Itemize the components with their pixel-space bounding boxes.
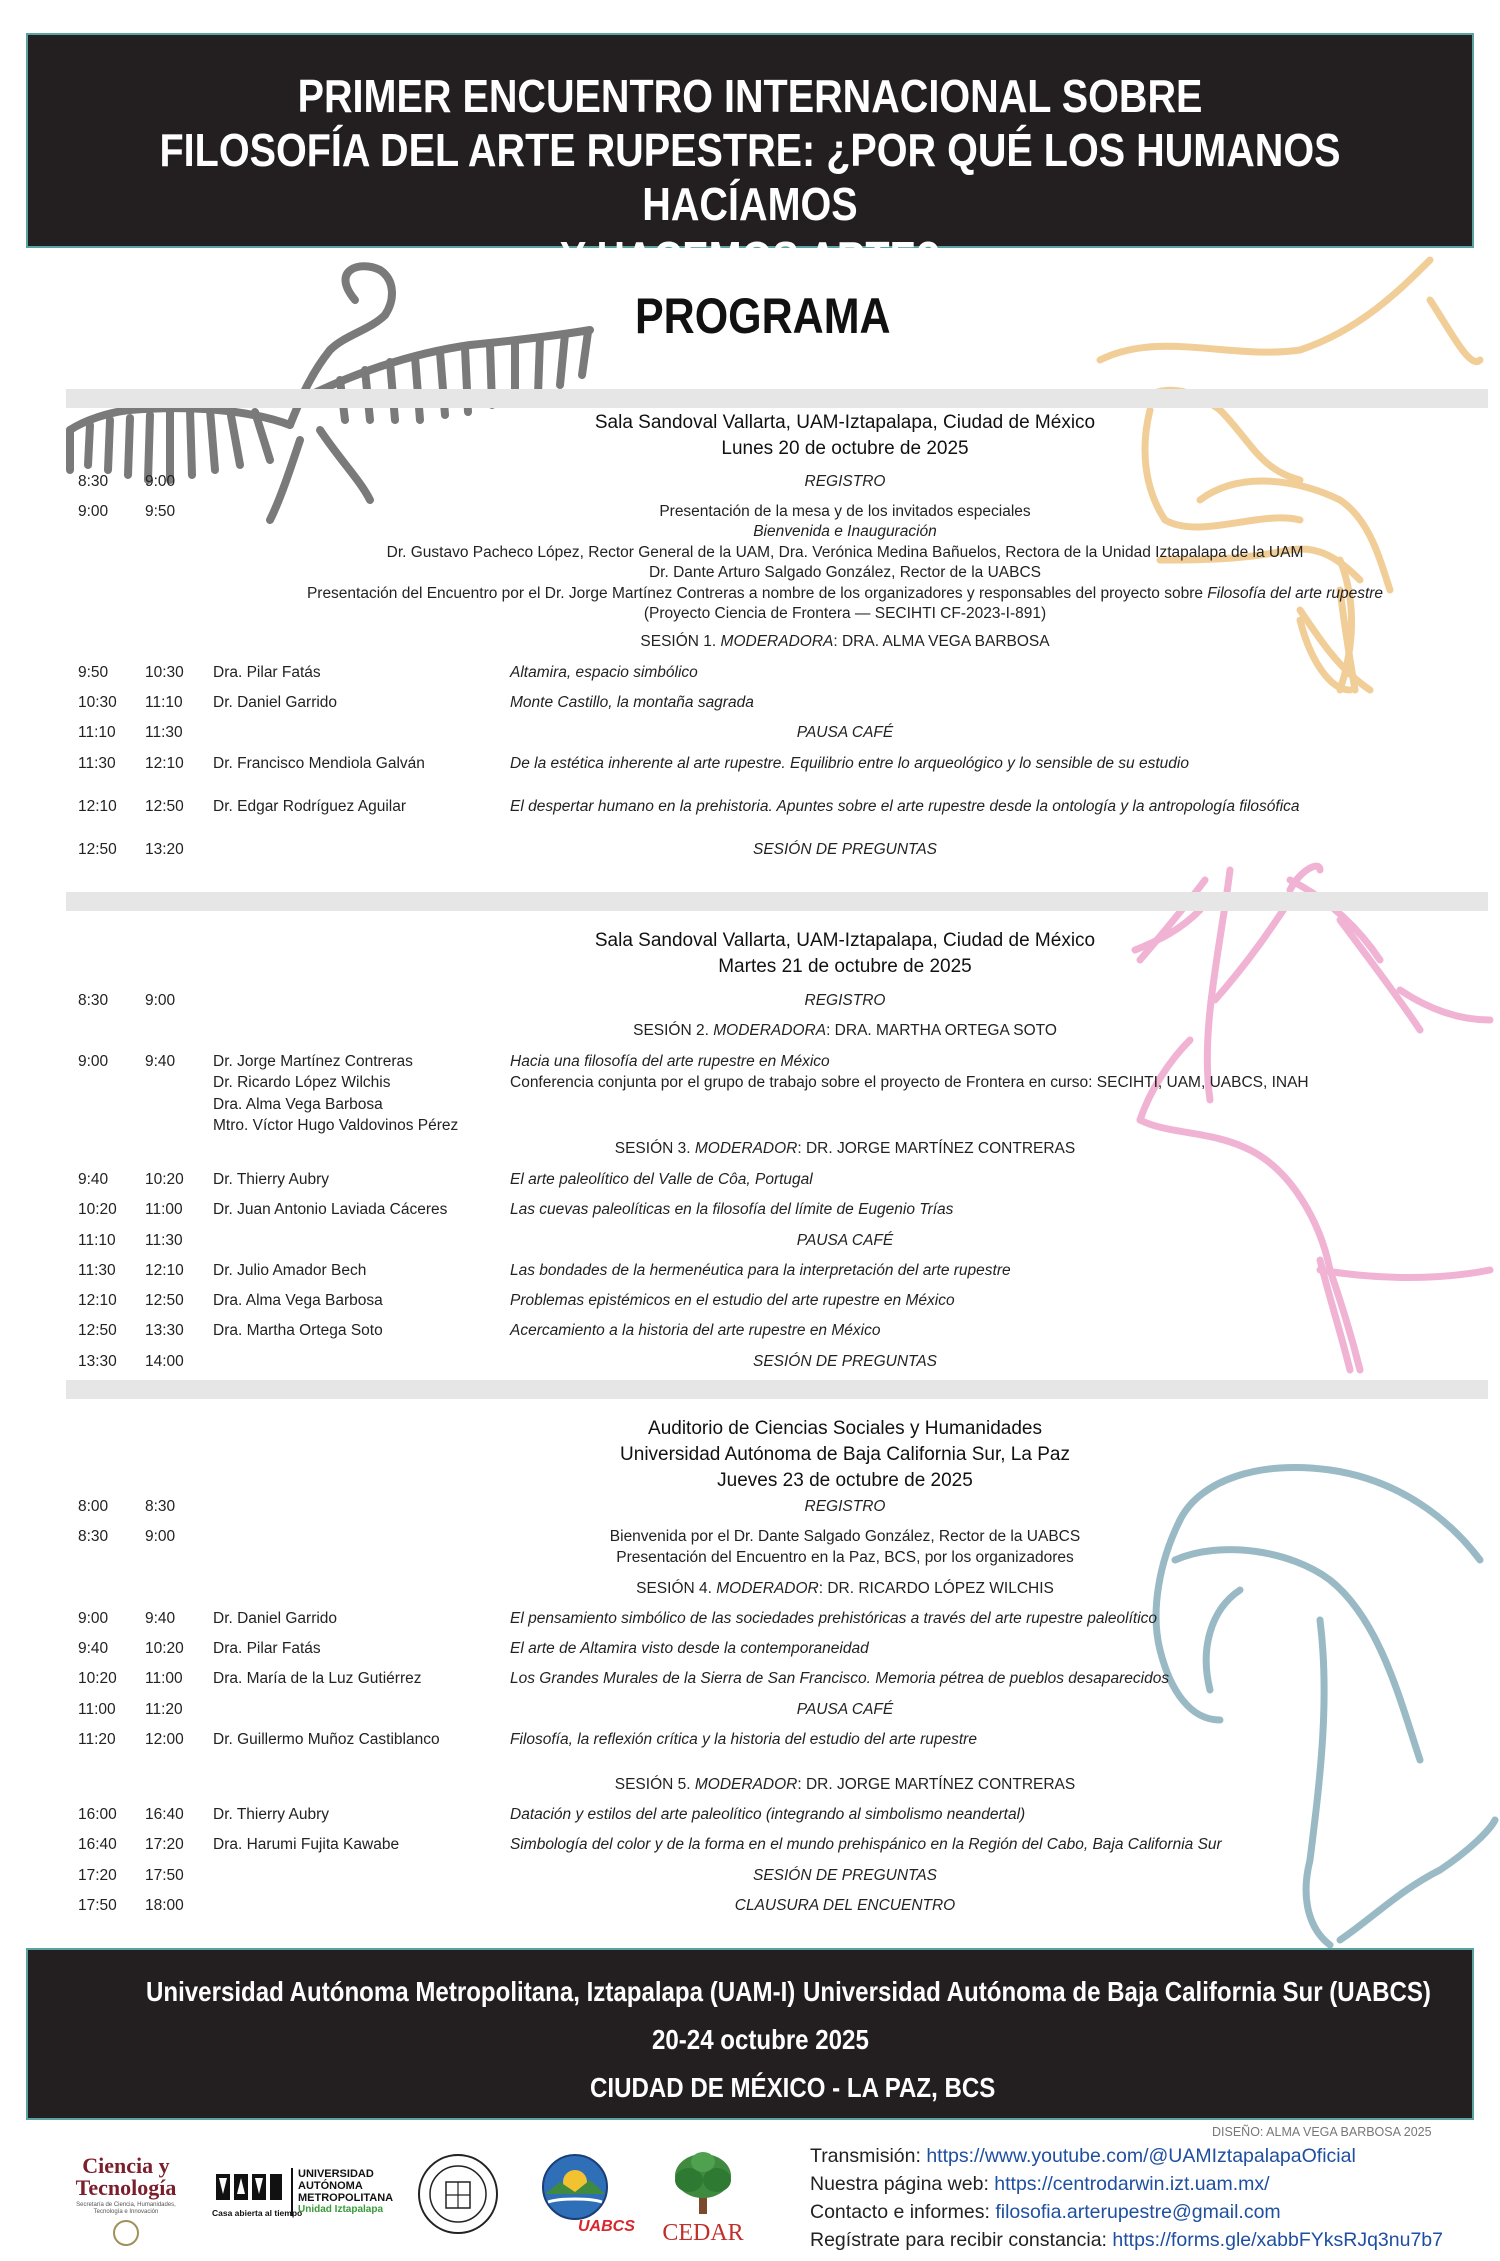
centered-item bbox=[230, 722, 1460, 743]
speaker-name: Dr. Julio Amador Bech bbox=[213, 1262, 367, 1279]
talk-title: Filosofía, la reflexión crítica y la historia del estudio del arte rupestre bbox=[510, 1731, 977, 1748]
end-time: 9:00 bbox=[145, 473, 176, 490]
uam-name-line-2: AUTÓNOMA bbox=[298, 2180, 363, 2192]
ciencia-logo-subtitle: Secretaría de Ciencia, Humanidades, Tecnología e Innovación bbox=[76, 2202, 176, 2215]
centered-text: SESIÓN 2. bbox=[633, 1022, 714, 1039]
programa-heading: PROGRAMA bbox=[635, 288, 891, 344]
moderator-label: MODERADOR bbox=[694, 1140, 798, 1157]
speaker-name: Dra. Alma Vega Barbosa bbox=[213, 1096, 383, 1113]
centered-text: REGISTRO bbox=[804, 992, 886, 1009]
centered-item bbox=[230, 1547, 1460, 1568]
start-time: 8:00 bbox=[78, 1498, 109, 1515]
speaker-name: Mtro. Víctor Hugo Valdovinos Pérez bbox=[213, 1117, 459, 1134]
end-time: 12:10 bbox=[145, 755, 184, 772]
talk-title: El despertar humano en la prehistoria. Apuntes sobre el arte rupestre desde la ontología y la antropología filosófica bbox=[510, 798, 1300, 815]
end-time: 10:30 bbox=[145, 664, 184, 681]
end-time: 17:50 bbox=[145, 1867, 184, 1884]
end-time: 11:20 bbox=[145, 1701, 183, 1718]
moderator-name: : DRA. MARTHA ORTEGA SOTO bbox=[826, 1022, 1057, 1039]
ciencia-logo-line-2: Tecnología bbox=[75, 2175, 177, 2200]
day-3-venue-line-1: Auditorio de Ciencias Sociales y Humanidades bbox=[648, 1418, 1042, 1439]
centered-item bbox=[230, 631, 1460, 652]
speaker-name: Dr. Thierry Aubry bbox=[213, 1171, 330, 1188]
contact-email-row bbox=[810, 2198, 1443, 2226]
centered-text: REGISTRO bbox=[804, 1498, 886, 1515]
centered-text: Presentación del Encuentro en la Paz, BCS, por los organizadores bbox=[616, 1549, 1074, 1566]
footer-uam: Universidad Autónoma Metropolitana, Iztapalapa (UAM-I) bbox=[146, 1976, 796, 2007]
talk-title: Altamira, espacio simbólico bbox=[510, 664, 698, 681]
start-time: 11:30 bbox=[78, 1262, 116, 1279]
start-time: 12:10 bbox=[78, 798, 117, 815]
header-title-band bbox=[26, 33, 1474, 284]
talk-title: Monte Castillo, la montaña sagrada bbox=[510, 694, 754, 711]
end-time: 12:00 bbox=[145, 1731, 184, 1748]
speaker-name: Dr. Thierry Aubry bbox=[213, 1806, 330, 1823]
centered-text: Presentación del Encuentro por el Dr. Jorge Martínez Contreras a nombre de los organizadores y responsables del proyecto sobre bbox=[306, 585, 1208, 602]
start-time: 10:20 bbox=[78, 1670, 117, 1687]
speaker-name: Dra. Pilar Fatás bbox=[213, 664, 321, 681]
website-link-row bbox=[810, 2170, 1443, 2198]
moderator-label: MODERADOR bbox=[716, 1580, 819, 1597]
centered-item bbox=[230, 1351, 1460, 1372]
centered-item bbox=[230, 1578, 1460, 1599]
centered-item bbox=[230, 1496, 1460, 1517]
contact-email-link[interactable]: filosofia.arterupestre@gmail.com bbox=[995, 2201, 1281, 2223]
end-time: 9:40 bbox=[145, 1610, 176, 1627]
centered-item bbox=[230, 562, 1460, 583]
centered-item bbox=[230, 603, 1460, 624]
speaker-name: Dr. Guillermo Muñoz Castiblanco bbox=[213, 1731, 440, 1748]
moderator-name: : DRA. ALMA VEGA BARBOSA bbox=[833, 633, 1050, 650]
project-name: Filosofía del arte rupestre bbox=[1207, 585, 1384, 602]
end-time: 10:20 bbox=[145, 1640, 184, 1657]
end-time: 13:20 bbox=[145, 841, 184, 858]
end-time: 18:00 bbox=[145, 1897, 184, 1914]
footer-uabcs: Universidad Autónoma de Baja California Sur (UABCS) bbox=[803, 1976, 1431, 2007]
start-time: 9:00 bbox=[78, 1610, 109, 1627]
moderator-name: : DR. JORGE MARTÍNEZ CONTRERAS bbox=[797, 1776, 1076, 1793]
centered-text: REGISTRO bbox=[804, 473, 886, 490]
event-title-line-2: FILOSOFÍA DEL ARTE RUPESTRE: ¿POR QUÉ LOS HUMANOS HACÍAMOS bbox=[159, 124, 1341, 230]
uam-name-line-1: UNIVERSIDAD bbox=[298, 2168, 374, 2180]
end-time: 9:00 bbox=[145, 992, 176, 1009]
shield-icon bbox=[113, 2220, 139, 2246]
end-time: 11:10 bbox=[145, 694, 183, 711]
centered-item bbox=[230, 1774, 1460, 1795]
start-time: 10:20 bbox=[78, 1201, 117, 1218]
end-time: 13:30 bbox=[145, 1322, 184, 1339]
day-2-venue-line: Sala Sandoval Vallarta, UAM-Iztapalapa, Ciudad de México bbox=[594, 930, 1096, 951]
start-time: 11:00 bbox=[78, 1701, 116, 1718]
end-time: 12:50 bbox=[145, 1292, 184, 1309]
start-time: 8:30 bbox=[78, 473, 109, 490]
speaker-name: Dr. Daniel Garrido bbox=[213, 694, 338, 711]
talk-title: Acercamiento a la historia del arte rupestre en México bbox=[510, 1322, 881, 1339]
end-time: 11:30 bbox=[145, 1232, 183, 1249]
end-time: 14:00 bbox=[145, 1353, 184, 1370]
centered-text: SESIÓN DE PREGUNTAS bbox=[752, 841, 938, 858]
talk-title: Simbología del color y de la forma en el mundo prehispánico en la Región del Cabo, Baja California Sur bbox=[510, 1836, 1222, 1853]
centered-text: Presentación de la mesa y de los invitados especiales bbox=[659, 503, 1031, 520]
centered-text: Bienvenida e Inauguración bbox=[753, 523, 937, 540]
tree-icon bbox=[655, 2150, 751, 2216]
end-time: 12:50 bbox=[145, 798, 184, 815]
start-time: 9:40 bbox=[78, 1640, 109, 1657]
end-time: 9:50 bbox=[145, 503, 176, 520]
start-time: 8:30 bbox=[78, 1528, 109, 1545]
end-time: 11:00 bbox=[145, 1201, 183, 1218]
centered-item bbox=[230, 501, 1460, 522]
uam-motto: Casa abierta al tiempo bbox=[212, 2208, 303, 2218]
centered-item bbox=[230, 1895, 1460, 1916]
centered-text: Bienvenida por el Dr. Dante Salgado González, Rector de la UABCS bbox=[609, 1528, 1081, 1545]
design-credit: DISEÑO: ALMA VEGA BARBOSA 2025 bbox=[1212, 2125, 1432, 2139]
speaker-name: Dra. Pilar Fatás bbox=[213, 1640, 321, 1657]
uam-emblem-icon bbox=[214, 2170, 284, 2204]
centered-item bbox=[230, 839, 1460, 860]
talk-title: El arte de Altamira visto desde la contemporaneidad bbox=[510, 1640, 869, 1657]
centered-text: SESIÓN DE PREGUNTAS bbox=[752, 1867, 938, 1884]
speaker-name: Dr. Francisco Mendiola Galván bbox=[213, 755, 425, 772]
moderator-label: MODERADORA bbox=[720, 633, 834, 650]
event-title-line-3: Y HACEMOS ARTE? bbox=[559, 232, 941, 284]
uam-name bbox=[291, 2168, 393, 2216]
footer-places: CIUDAD DE MÉXICO - LA PAZ, BCS bbox=[590, 2072, 996, 2103]
day-1-venue bbox=[380, 410, 1310, 462]
speaker-name: Dra. Harumi Fujita Kawabe bbox=[213, 1836, 400, 1853]
day-3-separator bbox=[66, 1380, 1488, 1399]
start-time: 10:30 bbox=[78, 694, 117, 711]
website-label: Nuestra página web: bbox=[810, 2173, 995, 2195]
start-time: 11:10 bbox=[78, 1232, 116, 1249]
start-time: 12:50 bbox=[78, 841, 117, 858]
talk-title: El arte paleolítico del Valle de Côa, Portugal bbox=[510, 1171, 813, 1188]
event-title-line-1: PRIMER ENCUENTRO INTERNACIONAL SOBRE bbox=[297, 70, 1203, 122]
talk-title: Hacia una filosofía del arte rupestre en México bbox=[510, 1053, 830, 1070]
seal-icon bbox=[416, 2152, 500, 2236]
start-time: 9:00 bbox=[78, 503, 109, 520]
day-3-date: Jueves 23 de octubre de 2025 bbox=[717, 1470, 973, 1491]
start-time: 8:30 bbox=[78, 992, 109, 1009]
registration-label: Regístrate para recibir constancia: bbox=[810, 2229, 1113, 2251]
talk-title: Las bondades de la hermenéutica para la interpretación del arte rupestre bbox=[510, 1262, 1011, 1279]
event-title bbox=[28, 69, 1472, 285]
centered-item bbox=[230, 1699, 1460, 1720]
centered-text: SESIÓN 3. bbox=[614, 1140, 695, 1157]
uam-name-line-3: METROPOLITANA bbox=[298, 2192, 394, 2204]
moderator-label: MODERADORA bbox=[713, 1022, 827, 1039]
centered-text: PAUSA CAFÉ bbox=[796, 1701, 894, 1718]
centered-text: SESIÓN DE PREGUNTAS bbox=[752, 1353, 938, 1370]
start-time: 16:00 bbox=[78, 1806, 117, 1823]
day-2-venue bbox=[380, 928, 1310, 980]
start-time: 12:50 bbox=[78, 1322, 117, 1339]
centered-text: Dr. Dante Arturo Salgado González, Rector de la UABCS bbox=[648, 564, 1041, 581]
centered-text: SESIÓN 5. bbox=[614, 1776, 695, 1793]
day-1-venue-line: Sala Sandoval Vallarta, UAM-Iztapalapa, Ciudad de México bbox=[594, 412, 1096, 433]
centered-item bbox=[230, 1230, 1460, 1251]
centered-text: SESIÓN 1. bbox=[640, 633, 721, 650]
moderator-name: : DR. RICARDO LÓPEZ WILCHIS bbox=[818, 1580, 1054, 1597]
moderator-name: : DR. JORGE MARTÍNEZ CONTRERAS bbox=[797, 1140, 1076, 1157]
centered-item bbox=[230, 583, 1460, 604]
centered-item bbox=[230, 1138, 1460, 1159]
end-time: 11:30 bbox=[145, 724, 183, 741]
uam-logo bbox=[212, 2168, 402, 2228]
day-1-date: Lunes 20 de octubre de 2025 bbox=[721, 438, 969, 459]
website-link[interactable]: https://centrodarwin.izt.uam.mx/ bbox=[994, 2173, 1270, 2195]
cedar-logo bbox=[655, 2150, 751, 2245]
end-time: 9:40 bbox=[145, 1053, 176, 1070]
centered-text: (Proyecto Ciencia de Frontera — SECIHTI CF-2023-I-891) bbox=[643, 605, 1047, 622]
start-time: 17:20 bbox=[78, 1867, 117, 1884]
speaker-name: Dr. Juan Antonio Laviada Cáceres bbox=[213, 1201, 448, 1218]
end-time: 10:20 bbox=[145, 1171, 184, 1188]
moderator-label: MODERADOR bbox=[694, 1776, 798, 1793]
centered-text: PAUSA CAFÉ bbox=[796, 1232, 894, 1249]
streaming-label: Transmisión: bbox=[810, 2145, 927, 2167]
footer-dates: 20-24 octubre 2025 bbox=[652, 2024, 869, 2055]
talk-title: De la estética inherente al arte rupestre. Equilibrio entre lo arqueológico y lo sensible de su estudio bbox=[510, 755, 1189, 772]
contact-label: Contacto e informes: bbox=[810, 2201, 996, 2223]
end-time: 11:00 bbox=[145, 1670, 183, 1687]
start-time: 9:50 bbox=[78, 664, 109, 681]
speaker-name: Dra. María de la Luz Gutiérrez bbox=[213, 1670, 422, 1687]
start-time: 17:50 bbox=[78, 1897, 117, 1914]
start-time: 12:10 bbox=[78, 1292, 117, 1309]
speaker-name: Dra. Martha Ortega Soto bbox=[213, 1322, 383, 1339]
start-time: 9:40 bbox=[78, 1171, 109, 1188]
centered-item bbox=[230, 521, 1460, 542]
start-time: 11:30 bbox=[78, 755, 116, 772]
centered-text: Dr. Gustavo Pacheco López, Rector General de la UAM, Dra. Verónica Medina Bañuelos, Rectora de la Unidad Iztapalapa de la UAM bbox=[386, 544, 1304, 561]
centered-item bbox=[230, 542, 1460, 563]
ciencia-logo-line-1: Ciencia y bbox=[82, 2153, 170, 2178]
speaker-name: Dr. Daniel Garrido bbox=[213, 1610, 338, 1627]
start-time: 13:30 bbox=[78, 1353, 117, 1370]
end-time: 16:40 bbox=[145, 1806, 184, 1823]
uabcs-logo bbox=[530, 2152, 635, 2242]
talk-title: Problemas epistémicos en el estudio del arte rupestre en México bbox=[510, 1292, 955, 1309]
end-time: 17:20 bbox=[145, 1836, 184, 1853]
end-time: 12:10 bbox=[145, 1262, 184, 1279]
centered-item bbox=[230, 471, 1460, 492]
start-time: 11:10 bbox=[78, 724, 116, 741]
talk-title: Datación y estilos del arte paleolítico (integrando al simbolismo neandertal) bbox=[510, 1806, 1026, 1823]
speaker-name: Dr. Edgar Rodríguez Aguilar bbox=[213, 798, 406, 815]
start-time: 11:20 bbox=[78, 1731, 116, 1748]
uabcs-emblem-icon bbox=[530, 2152, 620, 2222]
contact-links bbox=[810, 2142, 1443, 2254]
talk-title: El pensamiento simbólico de las sociedades prehistóricas a través del arte rupestre paleolítico bbox=[510, 1610, 1158, 1627]
speaker-name: Dra. Alma Vega Barbosa bbox=[213, 1292, 383, 1309]
philosophy-seal-logo bbox=[416, 2152, 500, 2241]
streaming-link[interactable]: https://www.youtube.com/@UAMIztapalapaOficial bbox=[926, 2145, 1356, 2167]
centered-text: SESIÓN 4. bbox=[636, 1580, 717, 1597]
end-time: 8:30 bbox=[145, 1498, 176, 1515]
end-time: 9:00 bbox=[145, 1528, 176, 1545]
day-1-separator bbox=[66, 389, 1488, 408]
centered-item bbox=[230, 990, 1460, 1011]
talk-note: Conferencia conjunta por el grupo de trabajo sobre el proyecto de Frontera en curso: SECIHTI, UAM, UABCS, INAH bbox=[510, 1074, 1309, 1091]
day-2-separator bbox=[66, 892, 1488, 911]
speaker-name: Dr. Jorge Martínez Contreras bbox=[213, 1053, 413, 1070]
centered-text: PAUSA CAFÉ bbox=[796, 724, 894, 741]
streaming-link-row bbox=[810, 2142, 1443, 2170]
start-time: 16:40 bbox=[78, 1836, 117, 1853]
centered-item bbox=[230, 1865, 1460, 1886]
day-3-venue-line-2: Universidad Autónoma de Baja California Sur, La Paz bbox=[620, 1444, 1070, 1465]
speaker-name: Dr. Ricardo López Wilchis bbox=[213, 1074, 391, 1091]
start-time: 9:00 bbox=[78, 1053, 109, 1070]
registration-link-row bbox=[810, 2226, 1443, 2254]
talk-title: Las cuevas paleolíticas en la filosofía del límite de Eugenio Trías bbox=[510, 1201, 954, 1218]
centered-item bbox=[230, 1020, 1460, 1041]
uabcs-wordmark: UABCS bbox=[578, 2218, 635, 2235]
day-3-venue bbox=[380, 1416, 1310, 1494]
ciencia-tecnologia-logo bbox=[66, 2155, 186, 2246]
uam-unit: Unidad Iztapalapa bbox=[298, 2204, 384, 2215]
day-2-date: Martes 21 de octubre de 2025 bbox=[718, 956, 972, 977]
footer-band bbox=[26, 1948, 1474, 2120]
centered-text: CLAUSURA DEL ENCUENTRO bbox=[734, 1897, 956, 1914]
registration-form-link[interactable]: https://forms.gle/xabbFYksRJq3nu7b7 bbox=[1112, 2229, 1443, 2251]
cedar-wordmark: CEDAR bbox=[662, 2220, 744, 2246]
talk-title: Los Grandes Murales de la Sierra de San Francisco. Memoria pétrea de pueblos desaparecidos bbox=[510, 1670, 1170, 1687]
centered-item bbox=[230, 1526, 1460, 1547]
